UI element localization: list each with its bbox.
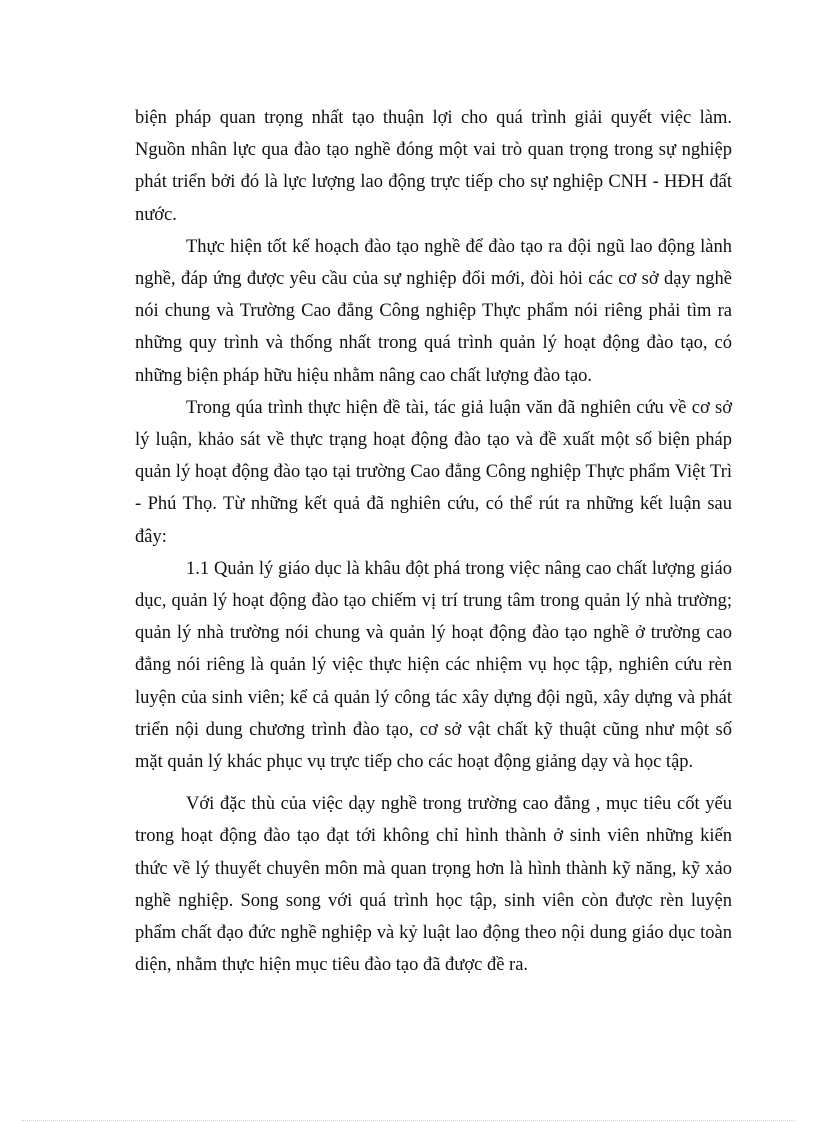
paragraph-conclusion-1-1: 1.1 Quản lý giáo dục là khâu đột phá trong việc nâng cao chất lượng giáo dục, quản lý hoạt động đào tạo chiếm vị trí trung tâm trong quản lý nhà trường; quản lý nhà trường nói chung và quản lý hoạt động đào tạo nghề ở trường cao đẳng nói riêng là quản lý việc thực hiện các nhiệm vụ học tập, nghiên cứu rèn luyện của sinh viên; kể cả quản lý công tác xây dựng đội ngũ, xây dựng và phát triển nội dung chương trình đào tạo, cơ sở vật chất kỹ thuật cũng như một số mặt quản lý khác phục vụ trực tiếp cho các hoạt động giảng dạy và học tập.: [135, 558, 732, 773]
paragraph-research-summary: Trong qúa trình thực hiện đề tài, tác giả luận văn đã nghiên cứu về cơ sở lý luận, khảo sát về thực trạng hoạt động đào tạo và đề xuất một số biện pháp quản lý hoạt động đào tạo tại trường Cao đẳng Công nghiệp Thực phẩm Việt Trì - Phú Thọ. Từ những kết quả đã nghiên cứu, có thể rút ra những kết luận sau đây:: [135, 397, 732, 547]
paragraph-continuation: biện pháp quan trọng nhất tạo thuận lợi cho quá trình giải quyết việc làm. Nguồn nhân lực qua đào tạo nghề đóng một vai trò quan trọng trong sự nghiệp phát triển bởi đó là lực lượng lao động trực tiếp cho sự nghiệp CNH - HĐH đất nước.: [135, 108, 732, 225]
page-bottom-divider: [22, 1120, 794, 1121]
paragraph-training-plan: Thực hiện tốt kế hoạch đào tạo nghề để đào tạo ra đội ngũ lao động lành nghề, đáp ứng được yêu cầu của sự nghiệp đổi mới, đòi hỏi các cơ sở dạy nghề nói chung và Trường Cao đẳng Công nghiệp Thực phẩm nói riêng phải tìm ra những quy trình và thống nhất trong quá trình quản lý hoạt động đào tạo, có những biện pháp hữu hiệu nhằm nâng cao chất lượng đào tạo.: [135, 236, 732, 386]
paragraph-vocational-specifics: Với đặc thù của việc dạy nghề trong trường cao đẳng , mục tiêu cốt yếu trong hoạt động đào tạo đạt tới không chỉ hình thành ở sinh viên những kiến thức về lý thuyết chuyên môn mà quan trọng hơn là hình thành kỹ năng, kỹ xảo nghề nghiệp. Song song với quá trình học tập, sinh viên còn được rèn luyện phẩm chất đạo đức nghề nghiệp và kỷ luật lao động theo nội dung giáo dục toàn diện, nhằm thực hiện mục tiêu đào tạo đã được đề ra.: [135, 794, 732, 976]
document-body: [135, 102, 732, 981]
